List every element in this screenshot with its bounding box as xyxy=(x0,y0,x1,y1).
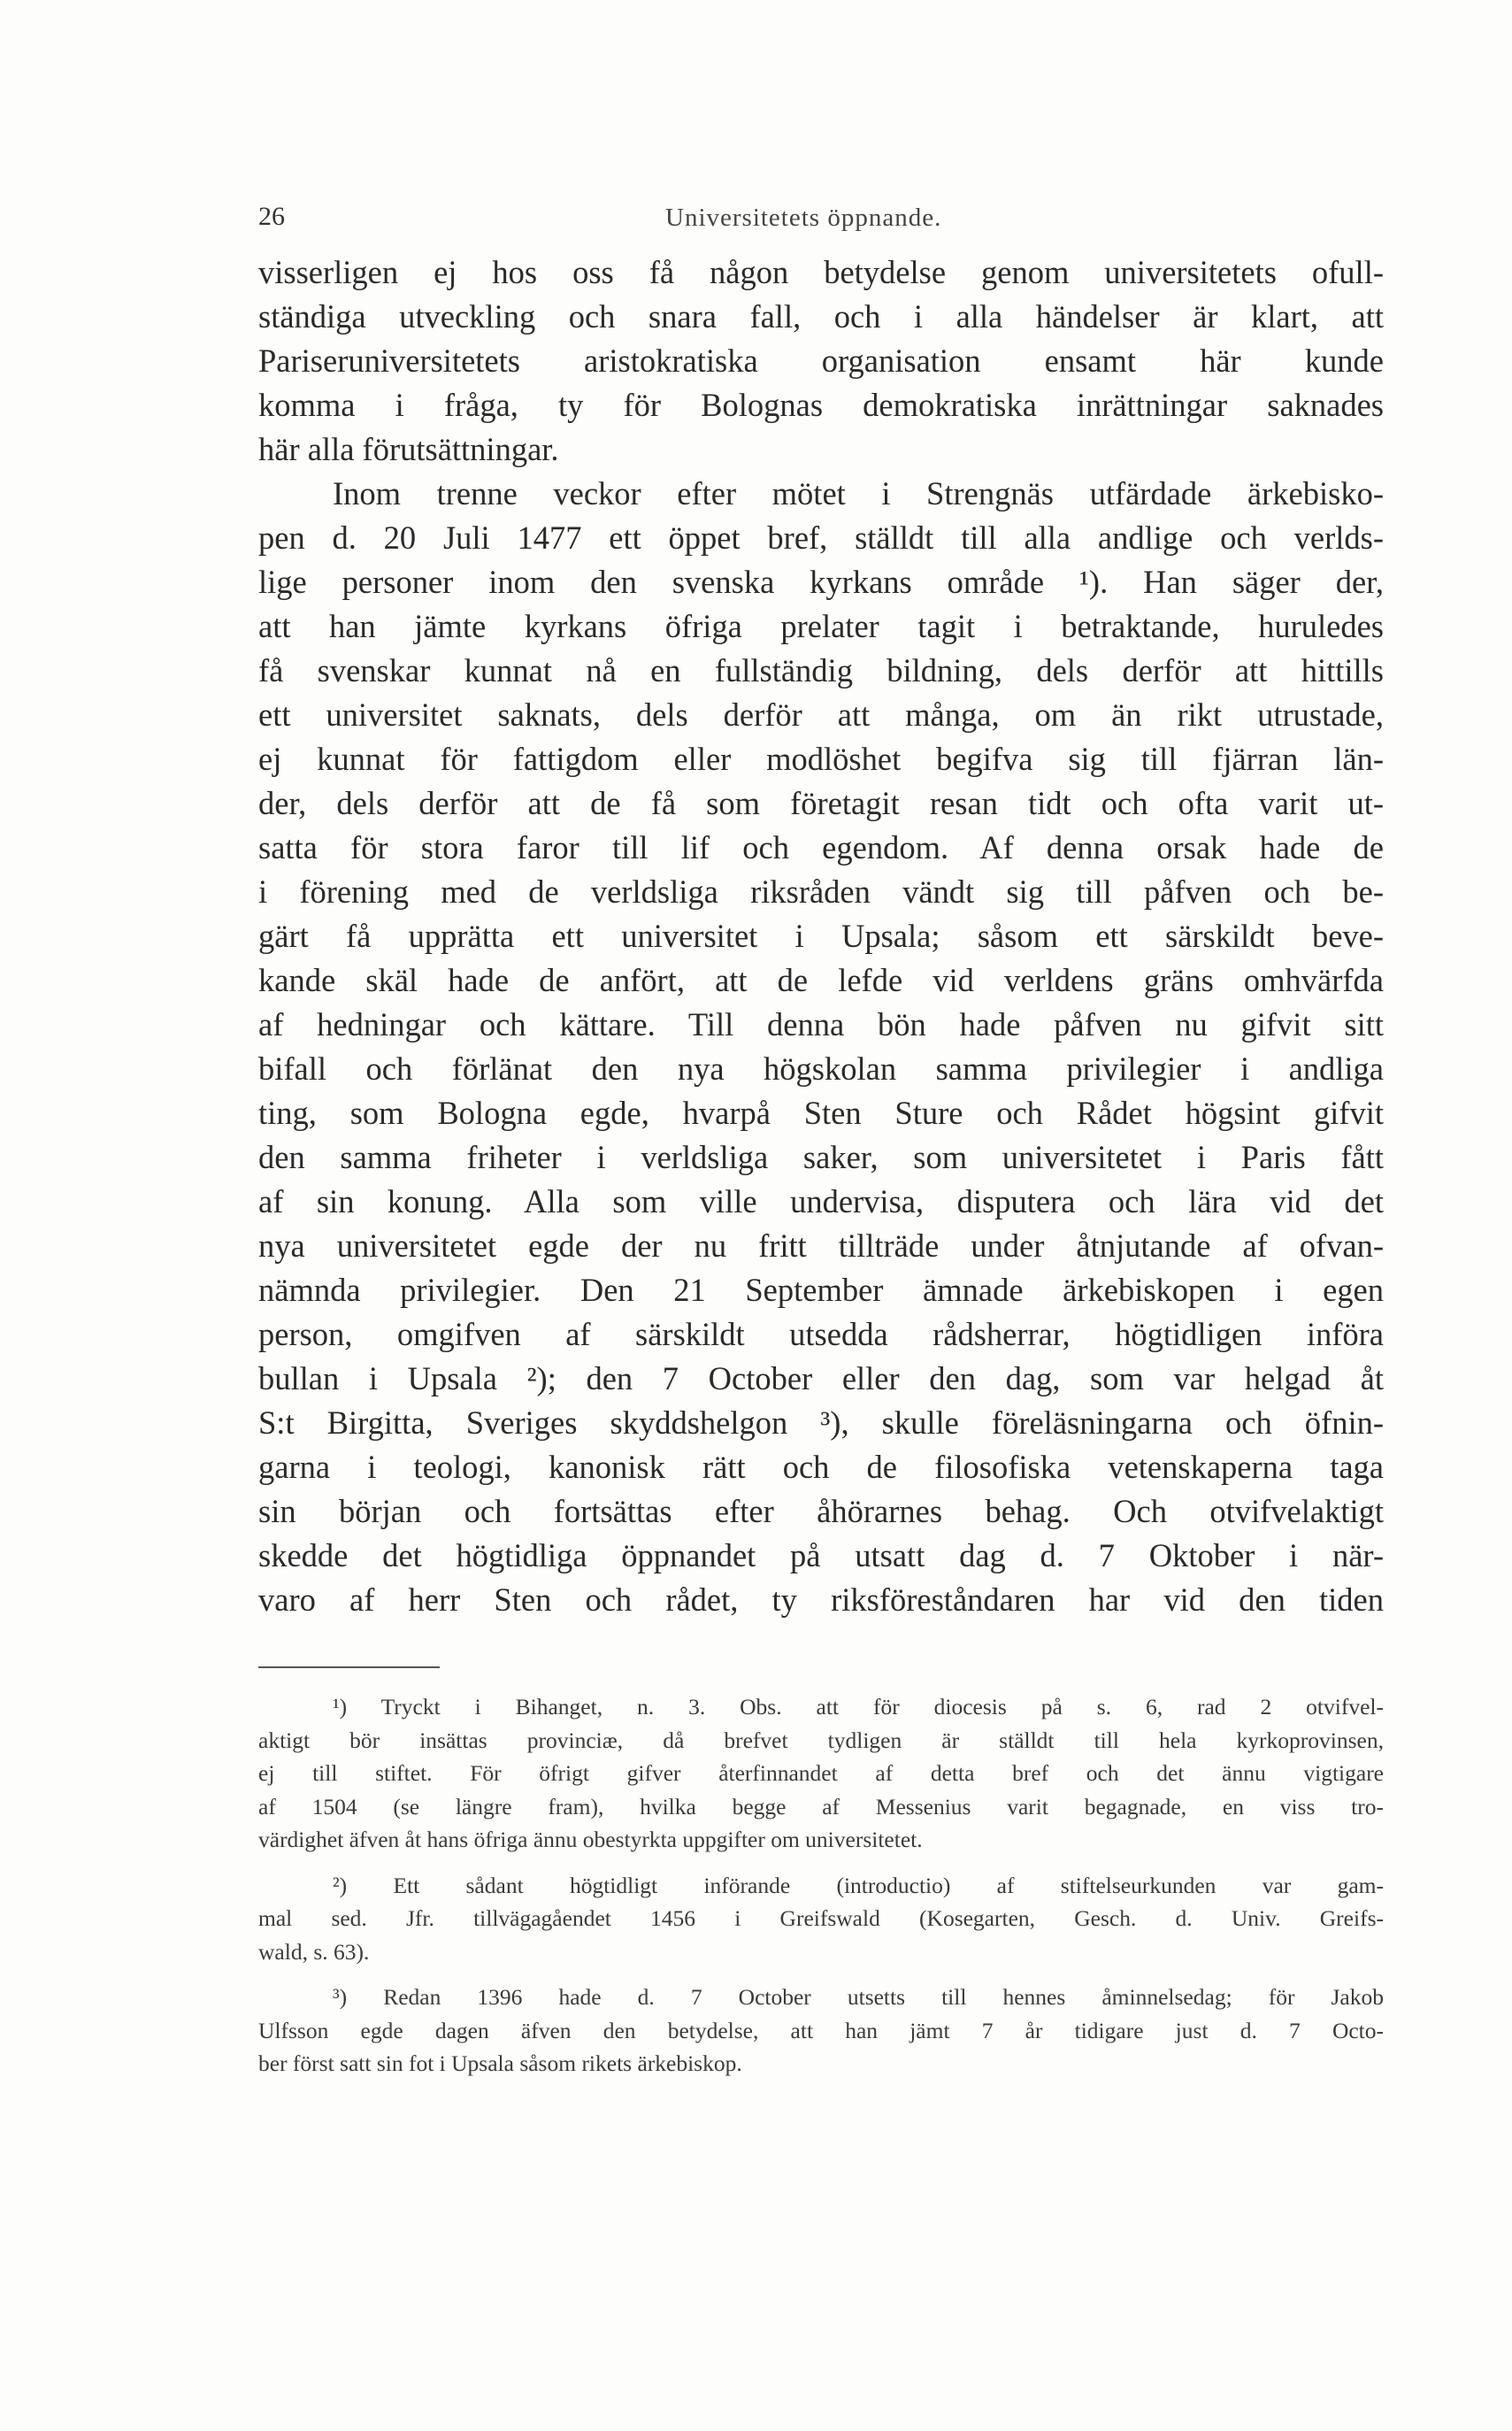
text-line: lige personer inom den svenska kyrkans område ¹). Han säger der, xyxy=(258,564,1384,600)
text-line: sin början och fortsättas efter åhörarnes behag. Och otvifvelaktigt xyxy=(258,1493,1384,1529)
text-line: varo af herr Sten och rådet, ty riksföreståndaren har vid den tiden xyxy=(258,1581,1384,1618)
text-line: skedde det högtidliga öppnandet på utsatt dag d. 7 Oktober i när- xyxy=(258,1537,1384,1573)
footnotes xyxy=(258,1690,1384,2081)
footnote-line: aktigt bör insättas provinciæ, då brefvet tydligen är ställdt till hela kyrkoprovinsen, xyxy=(258,1727,1384,1753)
footnote-divider xyxy=(258,1666,440,1668)
main-text xyxy=(258,250,1384,1622)
text-line: der, dels derför att de få som företagit resan tidt och ofta varit ut- xyxy=(258,785,1384,821)
footnote-line: af 1504 (se längre fram), hvilka begge af Messenius varit begagnade, en viss tro- xyxy=(258,1793,1384,1819)
text-line: af sin konung. Alla som ville undervisa, disputera och lära vid det xyxy=(258,1183,1384,1219)
footnote xyxy=(258,1981,1384,2081)
footnote-line: ber först satt sin fot i Upsala såsom rikets ärkebiskop. xyxy=(258,2050,742,2076)
footnote-gap xyxy=(258,1857,1384,1869)
text-line: person, omgifven af särskildt utsedda rådsherrar, högtidligen införa xyxy=(258,1316,1384,1352)
text-line: gärt få upprätta ett universitet i Upsala; såsom ett särskildt beve- xyxy=(258,918,1384,954)
text-line: nya universitetet egde der nu fritt tillträde under åtnjutande af ofvan- xyxy=(258,1227,1384,1264)
footnote-gap xyxy=(258,1968,1384,1981)
text-line: S:t Birgitta, Sveriges skyddshelgon ³), skulle föreläsningarna och öfnin- xyxy=(258,1404,1384,1441)
text-line: satta för stora faror till lif och egendom. Af denna orsak hade de xyxy=(258,829,1384,865)
footnote-line: mal sed. Jfr. tillvägagåendet 1456 i Greifswald (Kosegarten, Gesch. d. Univ. Greifs- xyxy=(258,1905,1384,1931)
footnote-line: ¹) Tryckt i Bihanget, n. 3. Obs. att för diocesis på s. 6, rad 2 otvifvel- xyxy=(333,1694,1384,1719)
footnote-line: wald, s. 63). xyxy=(258,1938,370,1965)
footnote-line: Ulfsson egde dagen äfven den betydelse, att han jämt 7 år tidigare just d. 7 Octo- xyxy=(258,2017,1384,2043)
footnote-line: ej till stiftet. För öfrigt gifver återfinnandet af detta bref och det ännu vigtigare xyxy=(258,1760,1384,1786)
page-header xyxy=(258,202,1384,237)
text-line: garna i teologi, kanonisk rätt och de filosofiska vetenskaperna taga xyxy=(258,1449,1384,1485)
text-line: den samma friheter i verldsliga saker, som universitetet i Paris fått xyxy=(258,1139,1384,1175)
text-line: bifall och förlänat den nya högskolan samma privilegier i andliga xyxy=(258,1050,1384,1087)
text-line: ständiga utveckling och snara fall, och i alla händelser är klart, att xyxy=(258,298,1384,335)
footnote xyxy=(258,1869,1384,1969)
footnote-line: ²) Ett sådant högtidligt införande (introductio) af stiftelseurkunden var gam- xyxy=(333,1872,1384,1898)
page-number: 26 xyxy=(258,202,285,231)
footnote-line: ³) Redan 1396 hade d. 7 October utsetts till hennes åminnelsedag; för Jakob xyxy=(333,1984,1384,2010)
text-line: af hedningar och kättare. Till denna bön hade påfven nu gifvit sitt xyxy=(258,1006,1384,1042)
text-line: i förening med de verldsliga riksråden vändt sig till påfven och be- xyxy=(258,873,1384,910)
text-line: få svenskar kunnat nå en fullständig bildning, dels derför att hittills xyxy=(258,652,1384,689)
text-line: Pariseruniversitetets aristokratiska organisation ensamt här kunde xyxy=(258,342,1384,379)
text-line: ting, som Bologna egde, hvarpå Sten Sture och Rådet högsint gifvit xyxy=(258,1095,1384,1131)
text-line: Inom trenne veckor efter mötet i Strengnäs utfärdade ärkebisko- xyxy=(333,475,1384,512)
text-line: att han jämte kyrkans öfriga prelater tagit i betraktande, huruledes xyxy=(258,608,1384,644)
text-line: ej kunnat för fattigdom eller modlöshet begifva sig till fjärran län- xyxy=(258,741,1384,777)
text-line: komma i fråga, ty för Bolognas demokratiska inrättningar saknades xyxy=(258,387,1384,423)
text-line: ett universitet saknats, dels derför att många, om än rikt utrustade, xyxy=(258,696,1384,733)
footnote xyxy=(258,1690,1384,1857)
running-title: Universitetets öppnande. xyxy=(665,204,942,232)
text-line: pen d. 20 Juli 1477 ett öppet bref, ställdt till alla andlige och verlds- xyxy=(258,519,1384,556)
text-line: här alla förutsättningar. xyxy=(258,431,559,467)
text-line: nämnda privilegier. Den 21 September ämnade ärkebiskopen i egen xyxy=(258,1272,1384,1308)
footnote-line: värdighet äfven åt hans öfriga ännu obestyrkta uppgifter om universitetet. xyxy=(258,1827,923,1852)
text-line: kande skäl hade de anfört, att de lefde vid verldens gräns omhvärfda xyxy=(258,962,1384,998)
text-line: bullan i Upsala ²); den 7 October eller den dag, som var helgad åt xyxy=(258,1360,1384,1396)
text-line: visserligen ej hos oss få någon betydelse genom universitetets ofull- xyxy=(258,254,1384,290)
